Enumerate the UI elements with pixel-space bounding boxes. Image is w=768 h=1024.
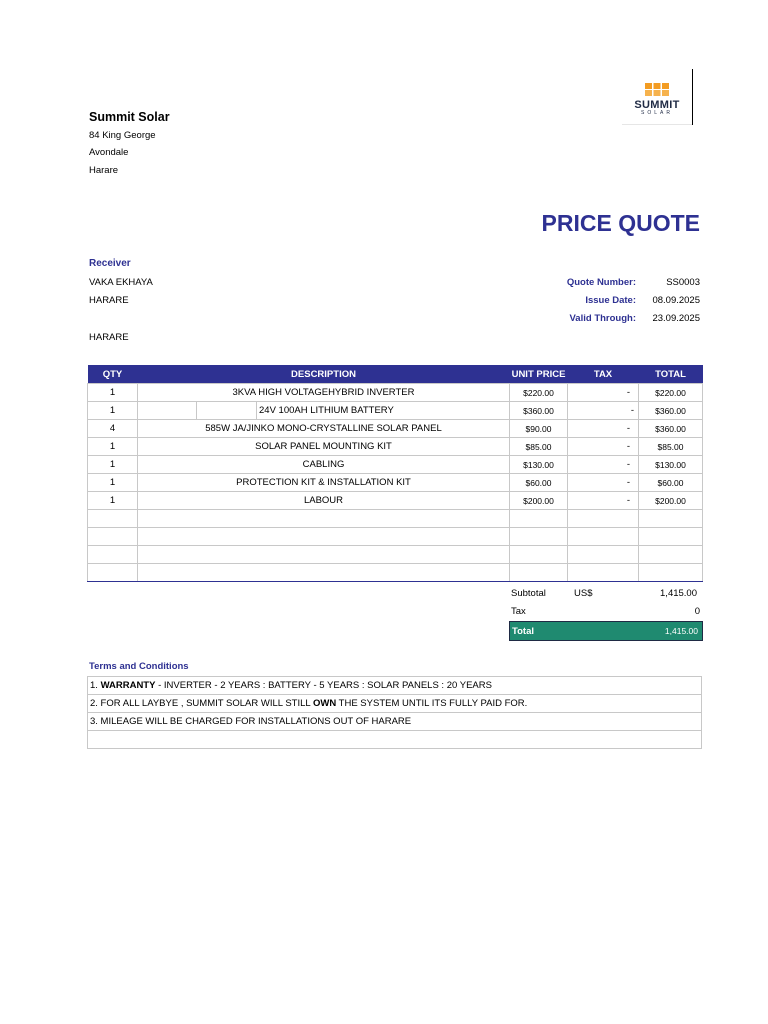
- item-total: $85.00: [639, 438, 703, 456]
- terms-line-emphasis: OWN: [312, 698, 337, 709]
- item-description: CABLING: [138, 456, 510, 474]
- item-tax: -: [568, 402, 639, 420]
- terms-line: [88, 695, 702, 713]
- subtotal-value: 1,415.00: [660, 588, 697, 599]
- table-row: [88, 438, 703, 456]
- terms-row: [88, 677, 702, 695]
- table-row: [88, 474, 703, 492]
- column-header-total: TOTAL: [639, 365, 703, 384]
- currency-label: US$: [574, 588, 593, 599]
- quote-number-label: Quote Number:: [566, 277, 636, 288]
- table-row: [88, 384, 703, 402]
- tax-value: 0: [694, 606, 700, 617]
- item-unit-price: $60.00: [510, 474, 568, 492]
- item-unit-price: $90.00: [510, 420, 568, 438]
- logo-underline: [622, 124, 692, 125]
- table-row: [88, 492, 703, 510]
- terms-row: [88, 713, 702, 731]
- item-total: $220.00: [639, 384, 703, 402]
- item-qty: 1: [88, 402, 138, 420]
- item-total: $60.00: [639, 474, 703, 492]
- item-description: 585W JA/JINKO MONO-CRYSTALLINE SOLAR PANEL: [138, 420, 510, 438]
- item-qty: 1: [88, 456, 138, 474]
- item-description: SOLAR PANEL MOUNTING KIT: [138, 438, 510, 456]
- terms-line-emphasis: WARRANTY: [100, 680, 156, 691]
- item-qty: 1: [88, 438, 138, 456]
- terms-line-text: - INVERTER - 2 YEARS : BATTERY - 5 YEARS : SOLAR PANELS : 20 YEARS: [155, 680, 492, 691]
- table-row-empty: [88, 510, 703, 528]
- item-total: $360.00: [639, 420, 703, 438]
- subtotal-label: Subtotal: [511, 588, 546, 599]
- item-total: $130.00: [639, 456, 703, 474]
- company-logo: [622, 70, 693, 125]
- company-address-line: Harare: [89, 165, 119, 176]
- line-items-table: [87, 365, 703, 582]
- item-qty: 1: [88, 492, 138, 510]
- item-qty: 1: [88, 384, 138, 402]
- company-name: Summit Solar: [89, 110, 170, 124]
- quote-number-value: SS0003: [666, 277, 700, 288]
- item-tax: -: [568, 474, 639, 492]
- item-description: 3KVA HIGH VOLTAGEHYBRID INVERTER: [138, 384, 510, 402]
- terms-row-empty: [88, 731, 702, 749]
- column-header-unit-price: UNIT PRICE: [510, 365, 568, 384]
- total-value: 1,415.00: [664, 626, 698, 636]
- table-row: [88, 420, 703, 438]
- company-address-line: 84 King George: [89, 130, 156, 141]
- terms-row: [88, 695, 702, 713]
- terms-heading: Terms and Conditions: [89, 661, 189, 672]
- logo-wordmark: SUMMIT: [634, 99, 680, 111]
- item-tax: -: [568, 384, 639, 402]
- terms-table: [87, 676, 702, 749]
- table-row-empty: [88, 564, 703, 582]
- column-header-tax: TAX: [568, 365, 639, 384]
- grand-total-bar: [509, 621, 703, 641]
- table-row-empty: [88, 546, 703, 564]
- item-description: LABOUR: [138, 492, 510, 510]
- issue-date-value: 08.09.2025: [652, 295, 700, 306]
- total-label: Total: [512, 626, 534, 637]
- table-header-row: [88, 365, 703, 384]
- item-tax: -: [568, 420, 639, 438]
- terms-line-prefix: 1.: [90, 680, 101, 691]
- terms-line-prefix: 2. FOR ALL LAYBYE , SUMMIT SOLAR WILL STILL: [90, 698, 313, 709]
- item-description-cell: [138, 402, 510, 420]
- item-unit-price: $85.00: [510, 438, 568, 456]
- item-total: $200.00: [639, 492, 703, 510]
- item-description: 24V 100AH LITHIUM BATTERY: [259, 405, 394, 416]
- logo-tagline: SOLAR: [641, 110, 673, 116]
- column-header-qty: QTY: [88, 365, 138, 384]
- item-tax: -: [568, 438, 639, 456]
- company-address-line: Avondale: [89, 147, 129, 158]
- item-unit-price: $360.00: [510, 402, 568, 420]
- tax-label: Tax: [511, 606, 526, 617]
- item-qty: 1: [88, 474, 138, 492]
- terms-line: [88, 677, 702, 695]
- issue-date-label: Issue Date:: [585, 295, 636, 306]
- item-description: PROTECTION KIT & INSTALLATION KIT: [138, 474, 510, 492]
- valid-through-label: Valid Through:: [569, 313, 636, 324]
- item-qty: 4: [88, 420, 138, 438]
- item-unit-price: $130.00: [510, 456, 568, 474]
- document-title: PRICE QUOTE: [541, 210, 700, 236]
- valid-through-value: 23.09.2025: [652, 313, 700, 324]
- receiver-city: HARARE: [89, 295, 129, 306]
- receiver-name: VAKA EKHAYA: [89, 277, 153, 288]
- item-unit-price: $200.00: [510, 492, 568, 510]
- receiver-city: HARARE: [89, 332, 129, 343]
- table-row-empty: [88, 528, 703, 546]
- receiver-heading: Receiver: [89, 258, 131, 269]
- table-row: [88, 456, 703, 474]
- column-header-description: DESCRIPTION: [138, 365, 510, 384]
- table-row: [88, 402, 703, 420]
- terms-line: 3. MILEAGE WILL BE CHARGED FOR INSTALLATIONS OUT OF HARARE: [88, 713, 702, 731]
- item-unit-price: $220.00: [510, 384, 568, 402]
- item-tax: -: [568, 456, 639, 474]
- logo-divider: [692, 69, 693, 125]
- item-total: $360.00: [639, 402, 703, 420]
- solar-panel-icon: [644, 82, 670, 98]
- item-tax: -: [568, 492, 639, 510]
- terms-line-text: THE SYSTEM UNTIL ITS FULLY PAID FOR.: [336, 698, 528, 709]
